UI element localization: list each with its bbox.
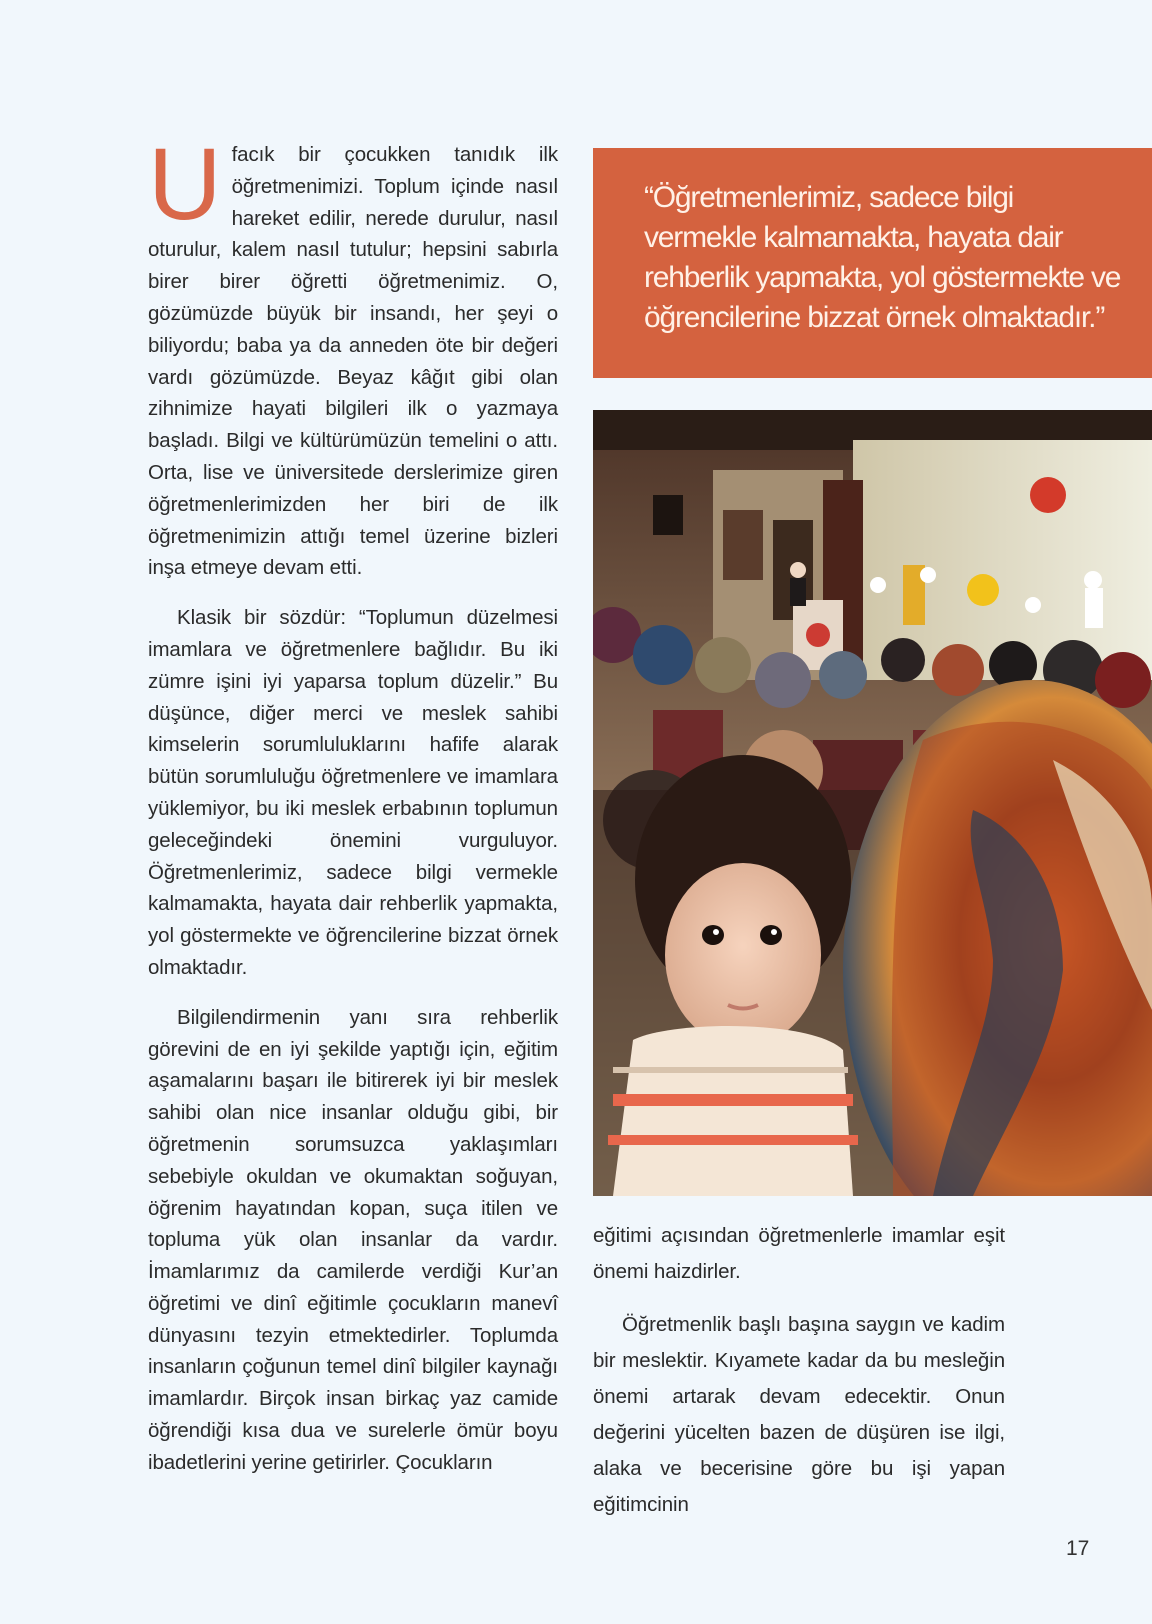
- pull-quote-text: “Öğretmenlerimiz, sadece bilgi vermekle kalmamakta, hayata dair rehberlik yapmakta, yol göstermekte ve öğrencilerine bizzat örnek olmaktadır.”: [644, 181, 1121, 334]
- pull-quote-box: [593, 148, 1152, 378]
- paragraph-1-text: facık bir çocukken tanıdık ilk öğretmenimizi. Toplum içinde nasıl hareket edilir, nerede durulur, nasıl oturulur, kalem nasıl tutulur; hepsini sabırla birer birer öğretti öğretmenimiz. O, gözümüzde büyük bir insandı, her şeyi o biliyordu; baba ya da anneden öte bir değeri vardı gözümüzde. Beyaz kâğıt gibi olan zihnimize hayati bilgileri ilk o yazmaya başladı. Bilgi ve kültürümüzün temelini o attı. Orta, lise ve üniversitede derslerimize giren öğretmenlerimizden her biri de ilk öğretmenimizin attığı temel üzerine bizleri inşa etmeye devam etti.: [148, 143, 558, 580]
- dropcap-letter: U: [148, 127, 222, 241]
- article-right-column: [593, 1218, 1005, 1540]
- paragraph-1: [148, 127, 558, 584]
- page-number: 17: [1066, 1537, 1090, 1560]
- paragraph-3: Bilgilendirmenin yanı sıra rehberlik görevini de en iyi şekilde yaptığı için, eğitim aşamalarını başarı ile bitirerek iyi bir meslek sahibi olan nice insanlar olduğu gibi, bir öğretmenin sorumsuzca yaklaşımları sebebiyle okuldan ve okumaktan soğuyan, öğrenim hayatından kopan, suça itilen ve topluma yük olan insanlar da vardır. İmamlarımız da camilerde verdiği Kur’an öğretimi ve dinî eğitimle çocukların manevî dünyasını tezyin etmektedirler. Toplumda insanların çoğunun temel dinî bilgiler kaynağı imamlardır. Birçok insan birkaç yaz camide öğrendiği kısa dua ve surelerle ömür boyu ibadetlerini yerine getirirler. Çocukların: [148, 1005, 558, 1474]
- right-paragraph-1: eğitimi açısından öğretmenlerle imamlar eşit önemi haizdirler.: [593, 1224, 1005, 1283]
- article-left-column: [148, 127, 558, 1497]
- right-paragraph-2: Öğretmenlik başlı başına saygın ve kadim bir meslektir. Kıyamete kadar da bu mesleğin önemi artarak devam edecektir. Onun değerini yücelten bazen de düşüren ise ilgi, alaka ve becerisine göre bu işi yapan eğitimcinin: [593, 1313, 1005, 1516]
- event-photo: [593, 410, 1152, 1196]
- paragraph-2: Klasik bir sözdür: “Toplumun düzelmesi imamlara ve öğretmenlere bağlıdır. Bu iki zümre işini iyi yaparsa toplum düzelir.” Bu düşünce, diğer merci ve meslek sahibi kimselerin sorumluluklarını hafife alarak bütün sorumluluğu öğretmenlere ve imamlara yüklemiyor, bu iki meslek erbabının toplumun geleceğindeki önemini vurguluyor. Öğretmenlerimiz, sadece bilgi vermekle kalmamakta, hayata dair rehberlik yapmakta, yol göstermekte ve öğrencilerine bizzat örnek olmaktadır.: [148, 606, 558, 979]
- event-photo-illustration: [593, 410, 1152, 1196]
